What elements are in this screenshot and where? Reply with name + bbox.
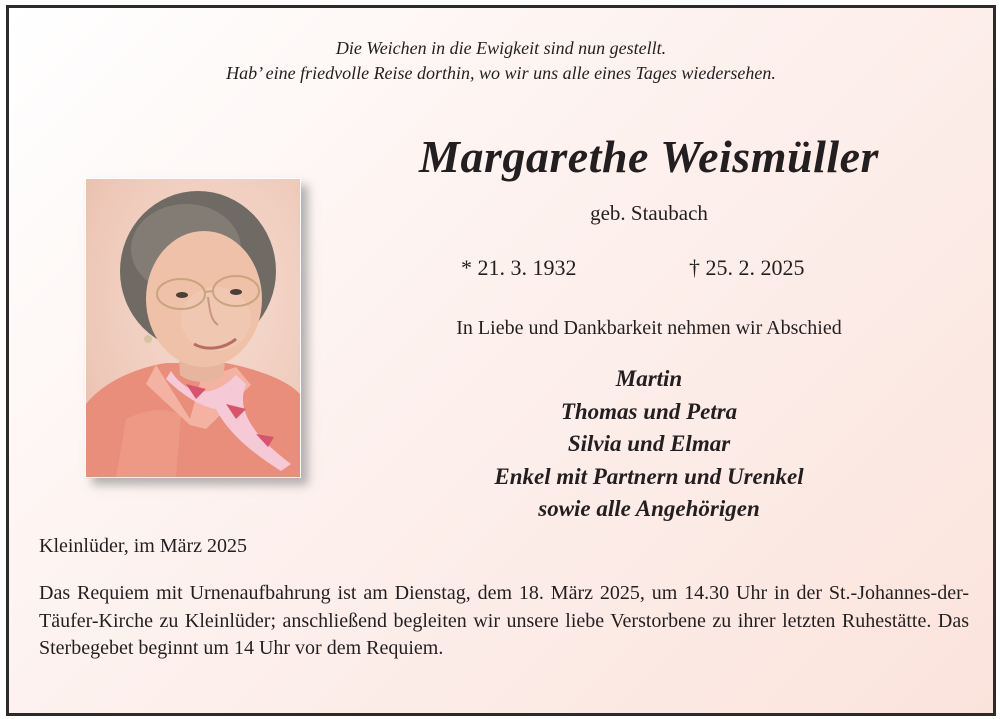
birth-name: geb. Staubach: [590, 201, 708, 225]
birth-date: * 21. 3. 1932: [461, 255, 577, 280]
portrait-illustration: [86, 179, 300, 477]
family-member: Enkel mit Partnern und Urenkel: [494, 463, 804, 489]
deceased-name: Margarethe Weismüller: [419, 131, 879, 182]
motto: [9, 36, 993, 86]
portrait-photo: [85, 178, 301, 478]
obituary-card: [6, 5, 996, 716]
farewell-line: In Liebe und Dankbarkeit nehmen wir Abschied: [456, 317, 842, 339]
motto-line-2: Hab’ eine friedvolle Reise dorthin, wo wir uns alle eines Tages wiedersehen.: [226, 63, 776, 83]
death-date: † 25. 2. 2025: [689, 255, 805, 280]
family-member: Martin: [615, 366, 683, 391]
family-member: sowie alle Angehörigen: [538, 496, 760, 521]
family-member: Silvia und Elmar: [567, 431, 731, 456]
family-list: [339, 363, 959, 526]
family-member: Thomas und Petra: [560, 398, 738, 424]
place-date: Kleinlüder, im März 2025: [39, 535, 248, 557]
motto-line-1: Die Weichen in die Ewigkeit sind nun gestellt.: [335, 38, 667, 58]
requiem-notice: Das Requiem mit Urnenaufbahrung ist am Dienstag, dem 18. März 2025, um 14.30 Uhr in der St.-Johannes-der-Täufer-Kirche zu Kleinlüder; anschließend begleiten wir unsere liebe Verstorbene zu ihrer letzten Ruhestätte. Das Sterbegebet beginnt um 14 Uhr vor dem Requiem.: [39, 582, 969, 659]
